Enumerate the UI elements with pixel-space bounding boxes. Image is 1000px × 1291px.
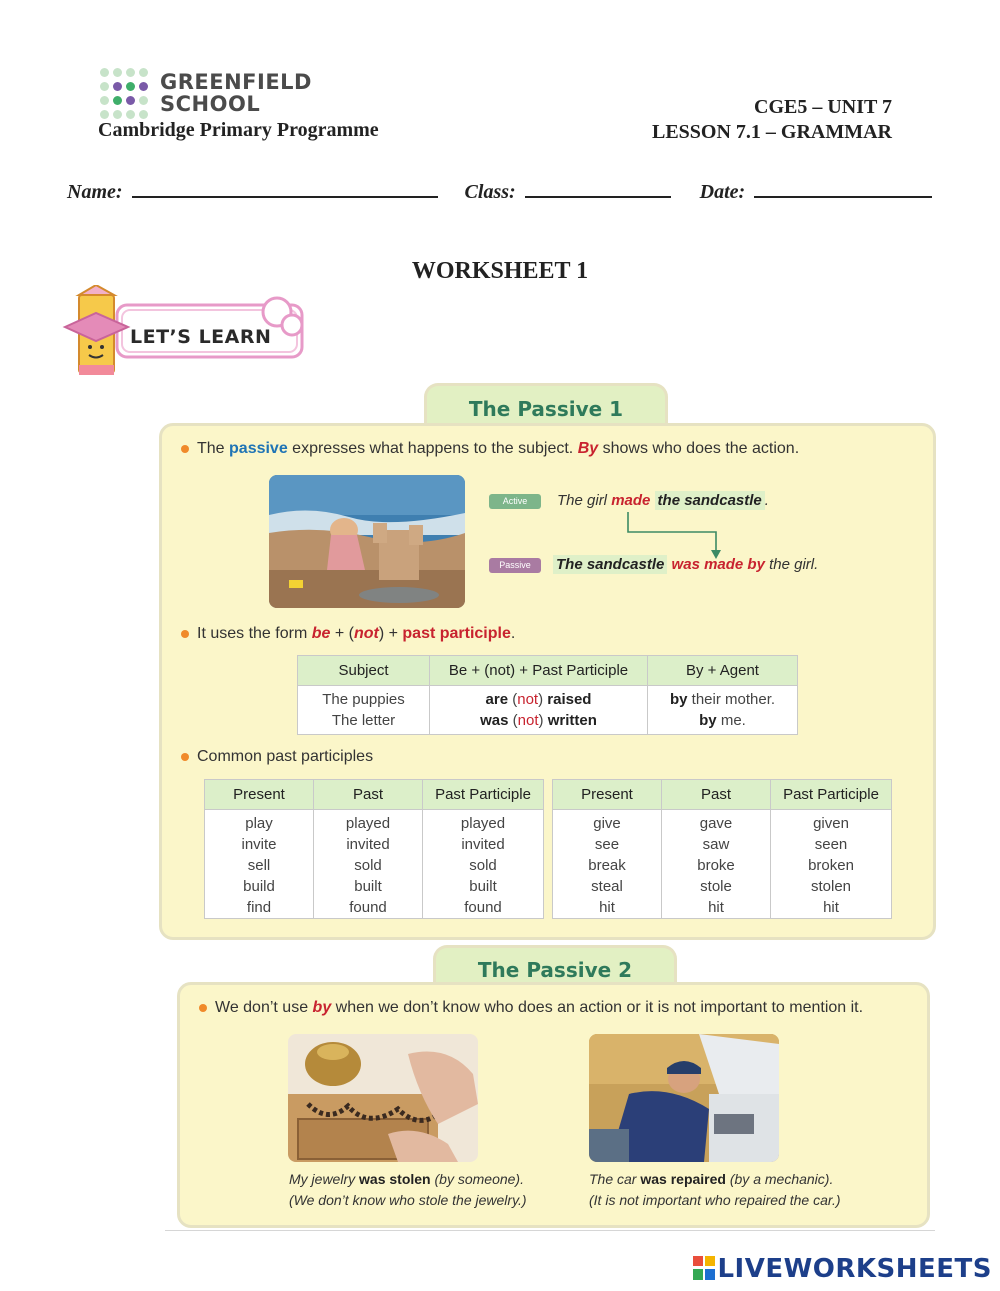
mechanic-car-photo	[589, 1034, 779, 1162]
active-sentence: The girl made the sandcastle .	[557, 492, 769, 509]
car-caption: The car was repaired (by a mechanic). (It is not important who repaired the car.)	[589, 1171, 841, 1208]
school-name: GREENFIELD SCHOOL	[160, 70, 312, 116]
col-header: Be + (not) + Past Participle	[430, 656, 648, 686]
bullet-icon	[181, 630, 189, 638]
active-tag: Active	[489, 494, 541, 509]
liveworksheets-logo-icon	[693, 1256, 715, 1280]
bullet-icon	[181, 445, 189, 453]
table-row: invite invited invited	[205, 834, 544, 855]
passive-tag: Passive	[489, 558, 541, 573]
col-header: Present	[553, 780, 662, 810]
girl-sandcastle-photo	[269, 475, 465, 608]
jewelry-caption: My jewelry was stolen (by someone). (We don’t know who stole the jewelry.)	[289, 1171, 527, 1208]
jewelry-box-photo	[288, 1034, 478, 1162]
date-field[interactable]	[754, 178, 932, 198]
passive-2-bullet: We don’t use by when we don’t know who does an action or it is not important to mention it.	[199, 999, 863, 1017]
table-row: find found found	[205, 897, 544, 919]
class-label: Class:	[464, 181, 516, 203]
school-logo-icon	[100, 68, 152, 120]
col-header: Present	[205, 780, 314, 810]
table-row: build built built	[205, 876, 544, 897]
table-row: break broke broken	[553, 855, 892, 876]
bullet-icon	[181, 753, 189, 761]
tab-passive-2: The Passive 2	[433, 945, 677, 992]
transform-arrow-icon	[620, 512, 725, 560]
programme-title: Cambridge Primary Programme	[98, 119, 379, 141]
table-row: see saw seen	[553, 834, 892, 855]
col-header: Past	[314, 780, 423, 810]
unit-label: CGE5 – UNIT 7	[754, 96, 892, 118]
name-field[interactable]	[132, 178, 438, 198]
participles-table-right	[552, 779, 892, 919]
col-header: By + Agent	[648, 656, 798, 686]
participles-table-left	[204, 779, 544, 919]
table-row: give gave given	[553, 810, 892, 835]
class-field[interactable]	[525, 178, 671, 198]
col-header: Past Participle	[423, 780, 544, 810]
bullet-icon	[199, 1004, 207, 1012]
col-header: Past Participle	[771, 780, 892, 810]
passive-1-bullet-2: It uses the form be + (not) + past participle.	[181, 625, 515, 643]
worksheet-title: WORKSHEET 1	[411, 258, 589, 284]
student-fields	[67, 178, 937, 204]
table-row: steal stole stolen	[553, 876, 892, 897]
tab-passive-1: The Passive 1	[424, 383, 668, 433]
date-label: Date:	[699, 181, 746, 203]
unit-info	[652, 95, 892, 145]
table-row: The letter was (not) written by me.	[298, 710, 798, 735]
divider	[165, 1230, 935, 1231]
passive-sentence: The sandcastle was made by the girl.	[553, 556, 818, 573]
lesson-label: LESSON 7.1 – GRAMMAR	[651, 121, 892, 143]
name-label: Name:	[67, 181, 123, 203]
table-row: sell sold sold	[205, 855, 544, 876]
col-header: Past	[662, 780, 771, 810]
table-row: hit hit hit	[553, 897, 892, 919]
passive-1-bullet-3: Common past participles	[181, 748, 373, 766]
passive-1-bullet-1: The passive expresses what happens to the subject. By shows who does the action.	[181, 440, 799, 458]
passive-form-table	[297, 655, 798, 735]
col-header: Subject	[298, 656, 430, 686]
table-row: The puppies are (not) raised by their mother.	[298, 686, 798, 711]
lets-learn-label: LET’S LEARN	[130, 326, 272, 348]
table-row: play played played	[205, 810, 544, 835]
liveworksheets-brand: LIVEWORKSHEETS	[693, 1254, 992, 1284]
